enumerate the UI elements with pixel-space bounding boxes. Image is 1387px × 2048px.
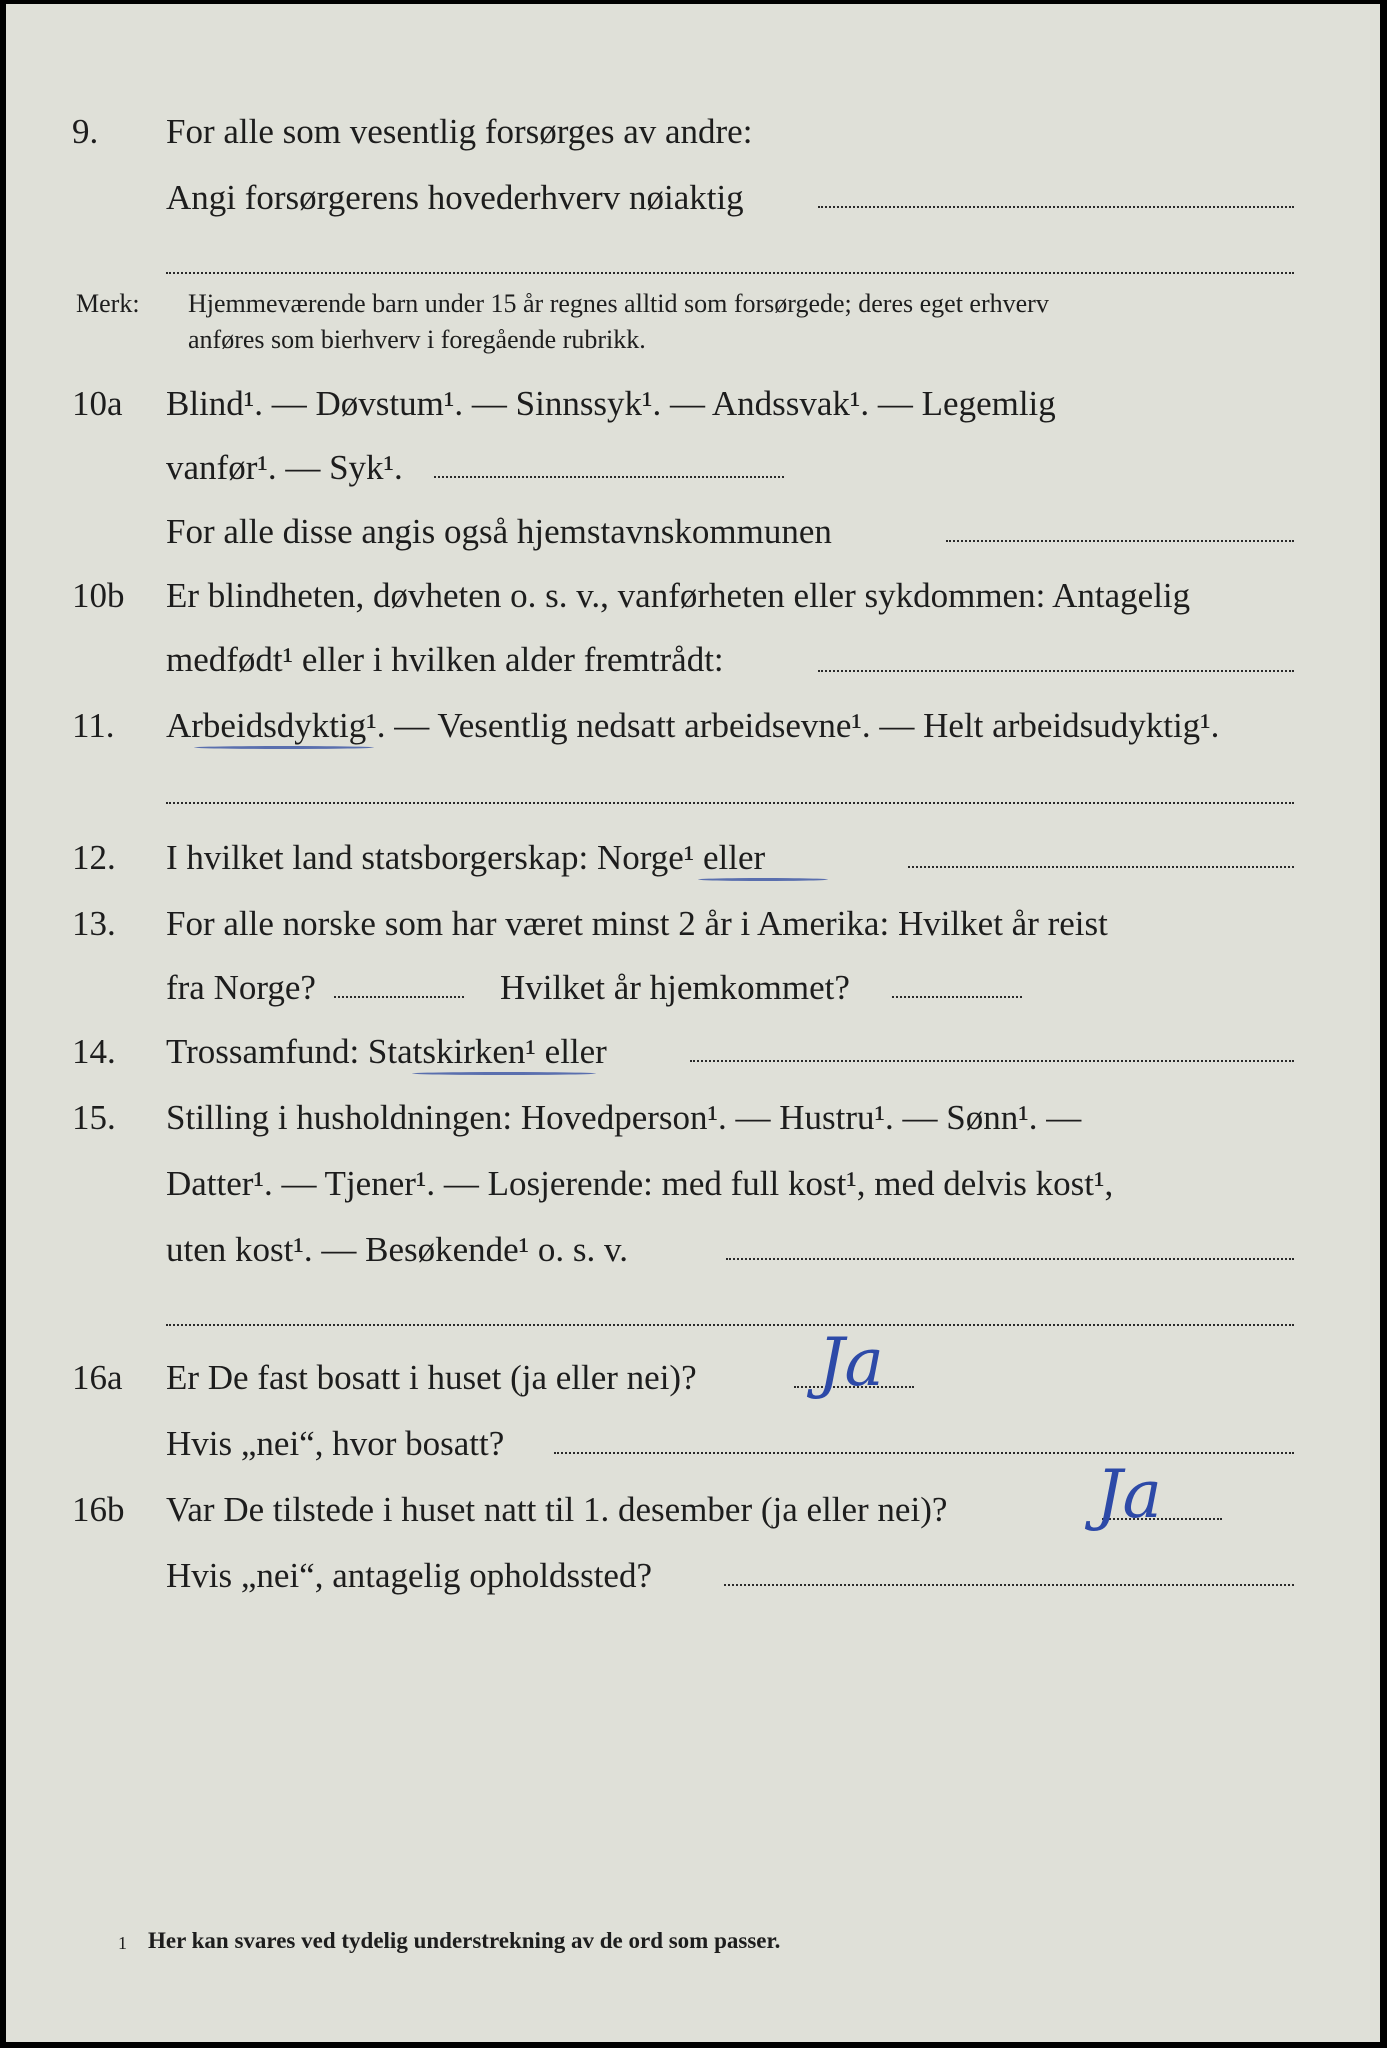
item-12-number: 12. xyxy=(72,838,116,877)
item-9-line1: For alle som vesentlig forsørges av andre: xyxy=(166,112,753,151)
item-11-number: 11. xyxy=(72,706,115,745)
item-11-answer-line xyxy=(166,802,1294,804)
item-16a-handwritten-answer: Ja xyxy=(818,1324,884,1401)
item-16b-handwritten-answer: Ja xyxy=(1096,1456,1162,1533)
footnote-text: Her kan svares ved tydelig understrekning av de ord som passer. xyxy=(148,1928,781,1953)
item-13-line2b: Hvilket år hjemkommet? xyxy=(500,968,850,1007)
item-11-line1: Arbeidsdyktig¹. — Vesentlig nedsatt arbeidsevne¹. — Helt arbeidsudyktig¹. xyxy=(166,706,1220,745)
item-11-handwritten-underline xyxy=(194,746,374,749)
item-10a-hometown-line xyxy=(946,540,1294,542)
item-15-line1: Stilling i husholdningen: Hovedperson¹. — Hustru¹. — Sønn¹. — xyxy=(166,1098,1082,1137)
note-line1: Hjemmeværende barn under 15 år regnes alltid som forsørgede; deres eget erhverv xyxy=(188,289,1049,318)
item-14-handwritten-underline xyxy=(412,1072,596,1075)
census-form-page xyxy=(6,4,1380,2042)
item-15-answer-line xyxy=(726,1258,1294,1260)
item-15-line3: uten kost¹. — Besøkende¹ o. s. v. xyxy=(166,1230,629,1269)
item-10b-answer-line xyxy=(818,670,1294,672)
item-16b-line1: Var De tilstede i huset natt til 1. desember (ja eller nei)? xyxy=(166,1490,948,1529)
item-12-answer-line xyxy=(908,866,1294,868)
item-14-line1: Trossamfund: Statskirken¹ eller xyxy=(166,1032,607,1071)
footnote-mark: 1 xyxy=(118,1933,127,1953)
item-10a-number: 10a xyxy=(72,384,123,423)
item-10a-line2: vanfør¹. — Syk¹. xyxy=(166,448,403,487)
item-9-number: 9. xyxy=(72,112,99,151)
item-15-number: 15. xyxy=(72,1098,116,1137)
item-16a-residence-line xyxy=(554,1452,1294,1454)
item-14-answer-line xyxy=(690,1060,1294,1062)
item-13-line1: For alle norske som har været minst 2 år i Amerika: Hvilket år reist xyxy=(166,904,1108,943)
item-13-departure-line xyxy=(334,996,464,998)
item-16b-location-line xyxy=(724,1584,1294,1586)
item-13-return-line xyxy=(892,996,1022,998)
item-12-handwritten-underline xyxy=(698,878,828,881)
item-9-line2: Angi forsørgerens hovederhverv nøiaktig xyxy=(166,178,744,217)
note-label: Merk: xyxy=(76,289,140,318)
item-9-answer-line-2 xyxy=(166,272,1294,274)
item-15-answer-line-2 xyxy=(166,1324,1294,1326)
item-10a-line3: For alle disse angis også hjemstavnskommunen xyxy=(166,512,832,551)
item-13-line2a: fra Norge? xyxy=(166,968,316,1007)
item-16b-line2: Hvis „nei“, antagelig opholdssted? xyxy=(166,1556,652,1595)
item-16a-number: 16a xyxy=(72,1358,123,1397)
item-14-number: 14. xyxy=(72,1032,116,1071)
item-10b-line2: medfødt¹ eller i hvilken alder fremtrådt: xyxy=(166,640,724,679)
item-10a-answer-line xyxy=(434,476,784,478)
note-line2: anføres som bierhverv i foregående rubrikk. xyxy=(188,325,646,354)
item-16a-line2: Hvis „nei“, hvor bosatt? xyxy=(166,1424,505,1463)
item-16b-number: 16b xyxy=(72,1490,125,1529)
item-16a-line1: Er De fast bosatt i huset (ja eller nei)? xyxy=(166,1358,697,1397)
item-10b-line1: Er blindheten, døvheten o. s. v., vanførheten eller sykdommen: Antagelig xyxy=(166,576,1191,615)
item-12-line1: I hvilket land statsborgerskap: Norge¹ eller xyxy=(166,838,766,877)
item-15-line2: Datter¹. — Tjener¹. — Losjerende: med full kost¹, med delvis kost¹, xyxy=(166,1164,1114,1203)
item-10b-number: 10b xyxy=(72,576,125,615)
item-9-answer-line xyxy=(818,206,1294,208)
item-10a-line1: Blind¹. — Døvstum¹. — Sinnssyk¹. — Andssvak¹. — Legemlig xyxy=(166,384,1056,423)
item-13-number: 13. xyxy=(72,904,116,943)
